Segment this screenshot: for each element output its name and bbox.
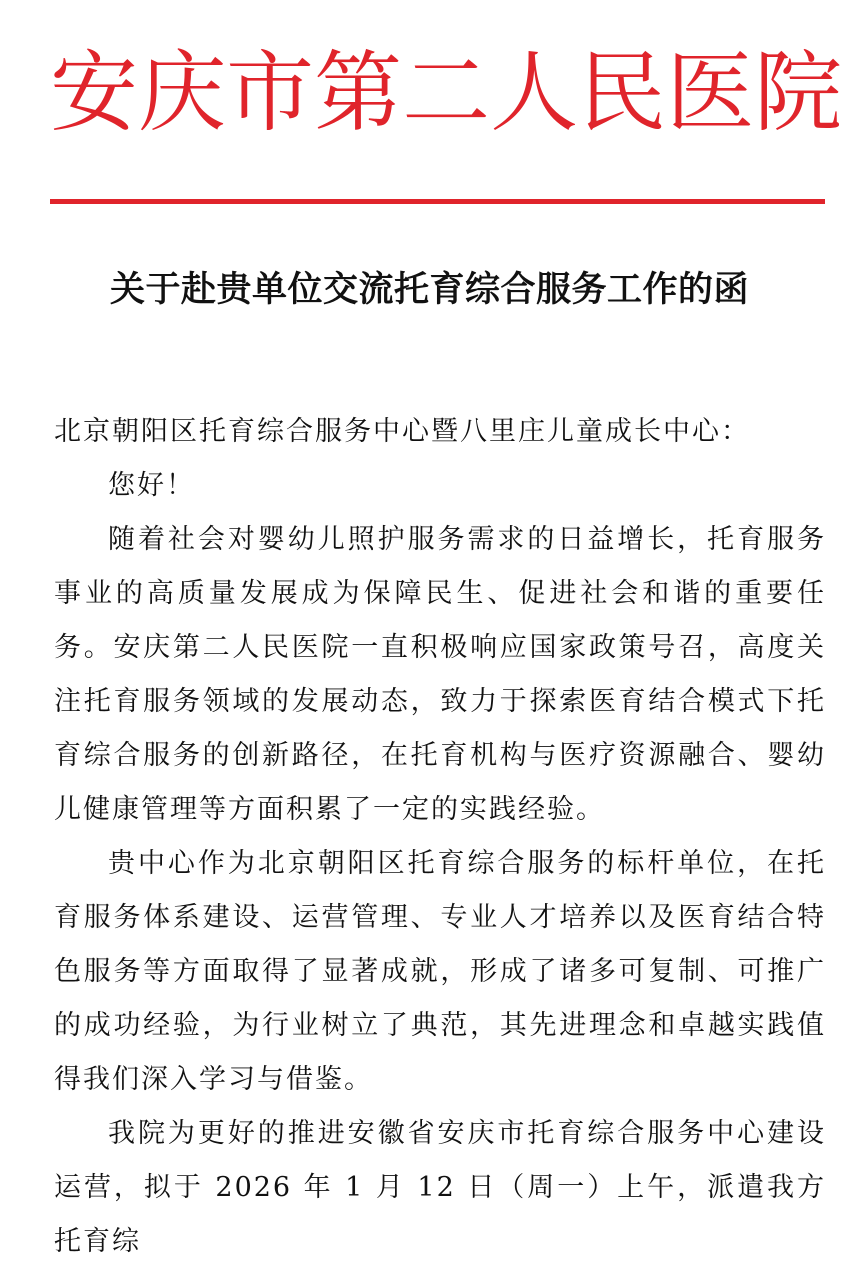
letterhead-char: 庆 [138, 41, 227, 144]
letterhead-char: 第 [314, 41, 403, 144]
red-divider-line [50, 199, 825, 204]
letterhead-char: 院 [754, 41, 843, 144]
letterhead-char: 市 [226, 41, 315, 144]
paragraph: 随着社会对婴幼儿照护服务需求的日益增长，托育服务事业的高质量发展成为保障民生、促进社会和谐的重要任务。安庆第二人民医院一直积极响应国家政策号召，高度关注托育服务领域的发展动态，致力于探索医育结合模式下托育综合服务的创新路径，在托育机构与医疗资源融合、婴幼儿健康管理等方面积累了一定的实践经验。 [54, 524, 826, 825]
letterhead-char: 民 [578, 41, 667, 144]
letterhead-char: 二 [402, 41, 491, 144]
greeting: 您好！ [108, 470, 195, 501]
letterhead-char: 医 [666, 41, 755, 144]
letterhead-hospital-name [50, 28, 843, 158]
paragraph: 我院为更好的推进安徽省安庆市托育综合服务中心建设运营，拟于 2026 年 1 月 12 日（周一）上午，派遣我方托育综 [54, 1118, 826, 1257]
letter-body [54, 405, 826, 1269]
salutation: 北京朝阳区托育综合服务中心暨八里庄儿童成长中心： [54, 416, 750, 447]
paragraph: 贵中心作为北京朝阳区托育综合服务的标杆单位，在托育服务体系建设、运营管理、专业人才培养以及医育结合特色服务等方面取得了显著成就，形成了诸多可复制、可推广的成功经验，为行业树立了典范，其先进理念和卓越实践值得我们深入学习与借鉴。 [54, 848, 826, 1095]
letterhead-char: 安 [50, 41, 139, 144]
document-title: 关于赴贵单位交流托育综合服务工作的函 [109, 270, 749, 310]
letterhead-char: 人 [490, 41, 579, 144]
